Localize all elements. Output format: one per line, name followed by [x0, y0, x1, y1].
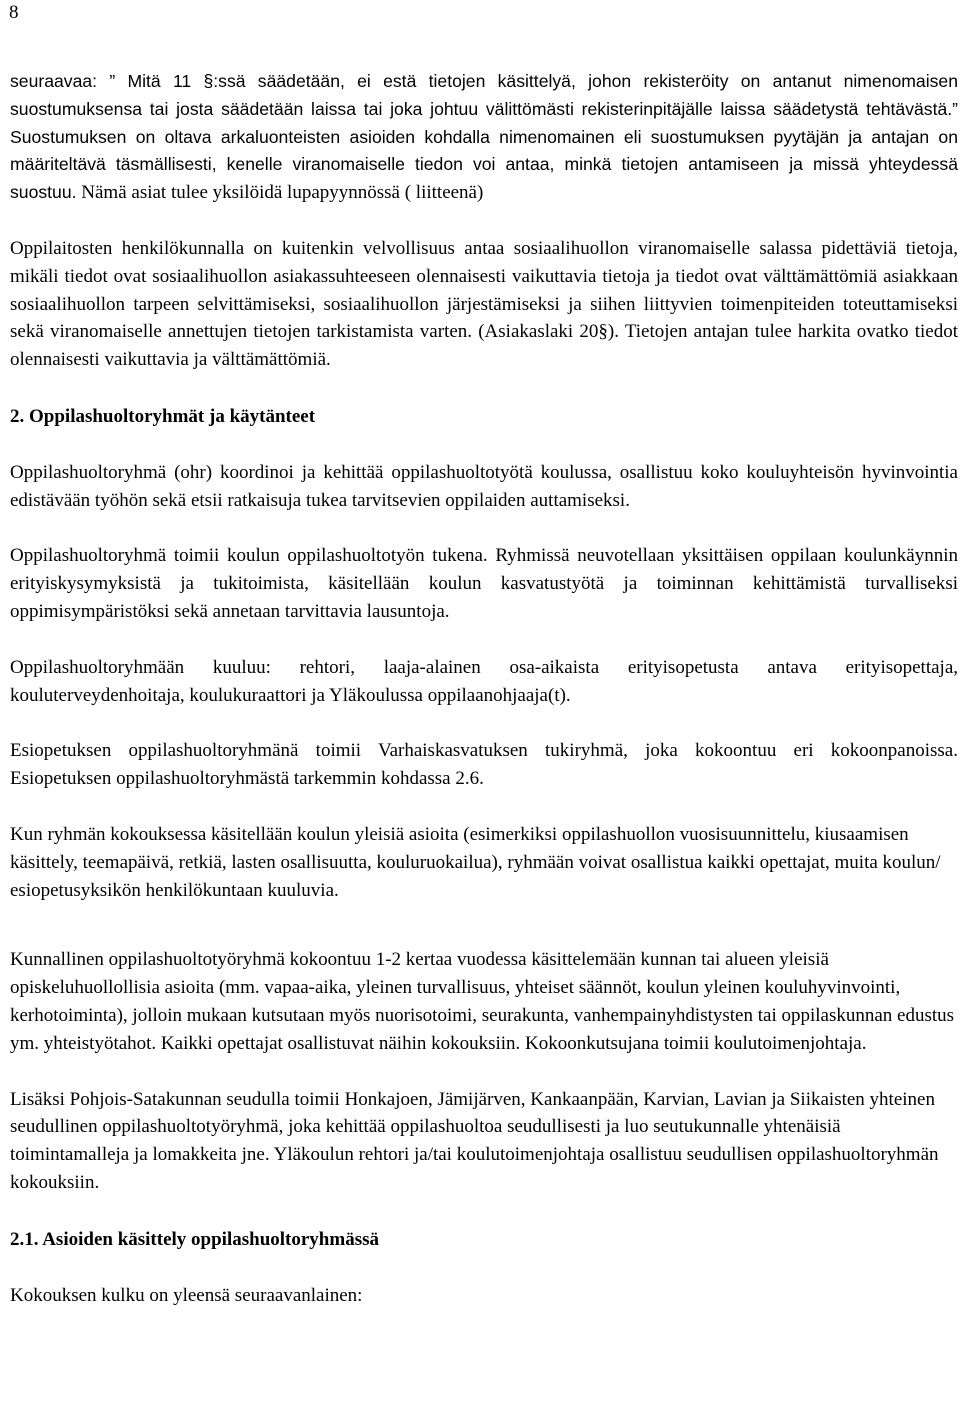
- intro-trailing-text: Nämä asiat tulee yksilöidä lupapyynnössä ( liitteenä): [76, 182, 484, 204]
- page-body: [10, 52, 958, 1309]
- paragraph-ohr-support: Oppilashuoltoryhmä toimii koulun oppilashuoltotyön tukena. Ryhmissä neuvotellaan yksittäisen oppilaan koulunkäynnin erityiskysymyksistä ja tukitoimista, käsitellään koulun kasvatustyötä ja toiminnan kehittämistä turvalliseksi oppimisympäristöksi sekä annetaan tarvittavia lausuntoja.: [10, 545, 958, 622]
- intro-paragraph: [10, 68, 958, 207]
- paragraph-confidential-info: Oppilaitosten henkilökunnalla on kuitenkin velvollisuus antaa sosiaalihuollon viranomaiselle salassa pidettäviä tietoja, mikäli tiedot ovat sosiaalihuollon asiakassuhteeseen olennaisesti vaikuttavia tietoja ja tiedot ovat välttämättömiä asiakkaan sosiaalihuollon tarpeen selvittämiseksi, sosiaalihuollon järjestämiseksi ja siihen liittyvien toimenpiteiden toteuttamiseksi sekä viranomaiselle annettujen tietojen tarkistamista varten. (Asiakaslaki 20§). Tietojen antajan tulee harkita ovatko tiedot olennaisesti vaikuttavia ja välttämättömiä.: [10, 237, 958, 371]
- paragraph-meeting-flow: Kokouksen kulku on yleensä seuraavanlainen:: [10, 1284, 363, 1306]
- paragraph-ohr-coordination: Oppilashuoltoryhmä (ohr) koordinoi ja kehittää oppilashuoltotyötä koulussa, osallistuu koko kouluyhteisön hyvinvointia edistävään työhön sekä etsii ratkaisuja tukea tarvitsevien oppilaiden auttamiseksi.: [10, 461, 958, 511]
- intro-quoted-text: seuraavaa: ” Mitä 11 §:ssä säädetään, ei estä tietojen käsittelyä, johon rekisteröity on antanut nimenomaisen suostumuksensa tai josta säädetään laissa tai joka johtuu välittömästi rekisterinpitäjälle laissa säädetystä tehtävästä.” Suostumuksen on oltava arkaluonteisten asioiden kohdalla nimenomainen eli suostumuksen pyytäjän ja antajan on määriteltävä täsmällisesti, kenelle viranomaiselle tiedon voi antaa, minkä tietojen antamiseen ja missä yhteydessä suostuu.: [10, 71, 958, 203]
- paragraph-ohr-members: Oppilashuoltoryhmään kuuluu: rehtori, laaja-alainen osa-aikaista erityisopetusta antava erityisopettaja, kouluterveydenhoitaja, koulukuraattori ja Yläkoulussa oppilaanohjaaja(t).: [10, 656, 958, 706]
- paragraph-municipal-group: Kunnallinen oppilashuoltotyöryhmä kokoontuu 1-2 kertaa vuodessa käsittelemään kunnan tai alueen yleisiä opiskeluhuollollisia asioita (mm. vapaa-aika, yleinen turvallisuus, yhteiset säännöt, koulun yleinen kouluhyvinvointi, kerhotoiminta), jolloin mukaan kutsutaan myös nuorisotoimi, seurakunta, vanhempainyhdistysten tai oppilaskunnan edustus ym. yhteistyötahot. Kaikki opettajat osallistuvat näihin kokouksiin. Kokoonkutsujana toimii koulutoimenjohtaja.: [10, 949, 955, 1054]
- paragraph-general-matters: Kun ryhmän kokouksessa käsitellään koulun yleisiä asioita (esimerkiksi oppilashuollon vuosisuunnittelu, kiusaamisen käsittely, teemapäivä, retkiä, lasten osallisuutta, kouluruokailua), ryhmään voivat osallistua kaikki opettajat, muita koulun/ esiopetusyksikön henkilökuntaan kuuluvia.: [10, 823, 941, 901]
- section-heading-2-1: 2.1. Asioiden käsittely oppilashuoltoryhmässä: [10, 1228, 379, 1250]
- paragraph-preschool-group: Esiopetuksen oppilashuoltoryhmänä toimii Varhaiskasvatuksen tukiryhmä, joka kokoontuu eri kokoonpanoissa. Esiopetuksen oppilashuoltoryhmästä tarkemmin kohdassa 2.6.: [10, 740, 958, 790]
- page-number: 8: [9, 2, 19, 23]
- section-heading-2: 2. Oppilashuoltoryhmät ja käytänteet: [10, 405, 316, 427]
- paragraph-regional-group: Lisäksi Pohjois-Satakunnan seudulla toimii Honkajoen, Jämijärven, Kankaanpään, Karvian, Lavian ja Siikaisten yhteinen seudullinen oppilashuoltotyöryhmä, joka kehittää oppilashuoltoa seudullisesti ja luo seutukunnalle yhtenäisiä toimintamalleja ja lomakkeita jne. Yläkoulun rehtori ja/tai koulutoimenjohtaja osallistuu seudullisen oppilashuoltoryhmän kokouksiin.: [10, 1088, 939, 1193]
